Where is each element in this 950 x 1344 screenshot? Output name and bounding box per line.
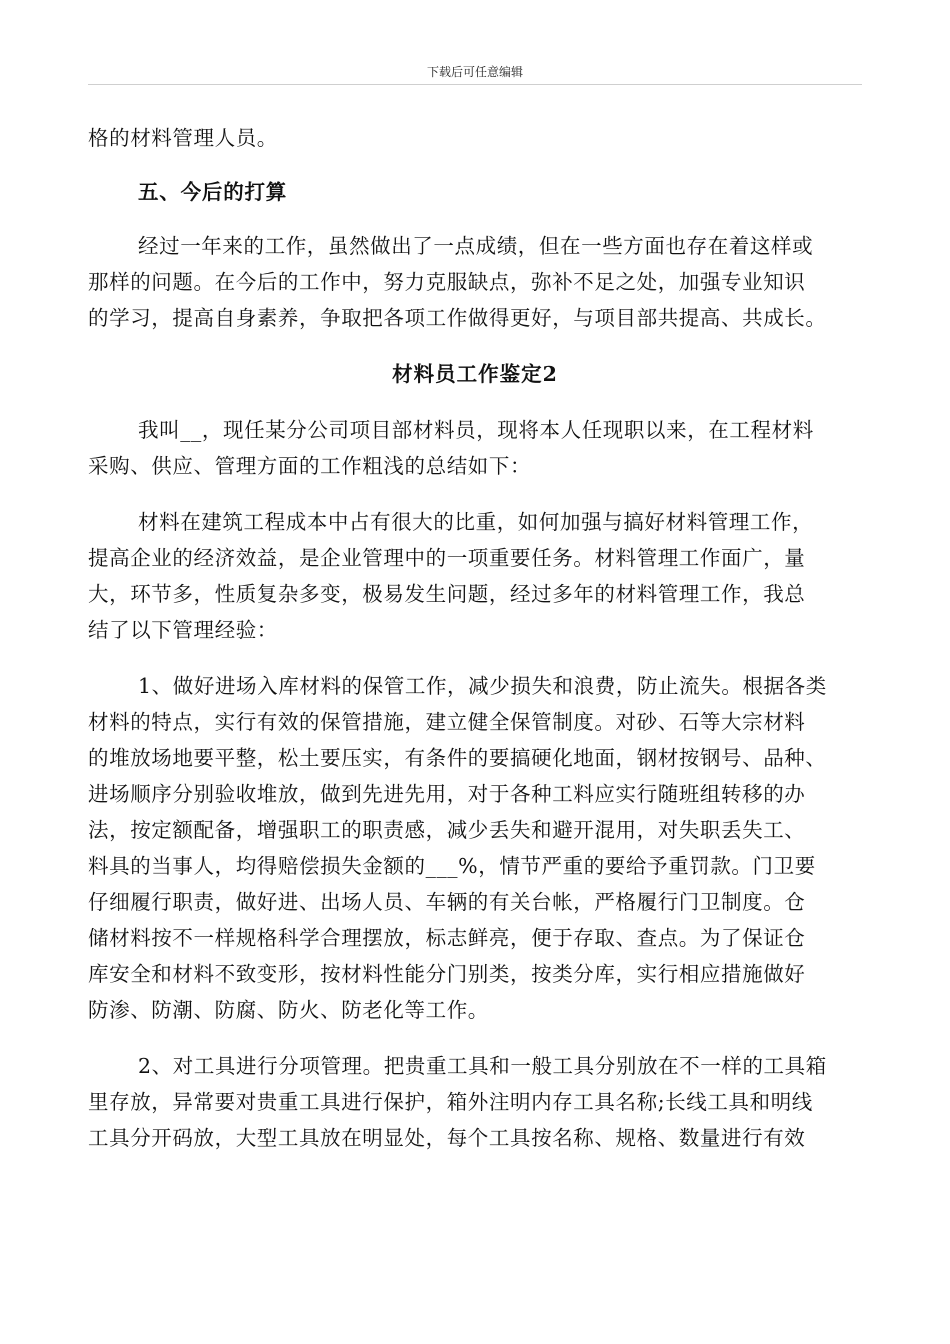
paragraph-line: 结了以下管理经验： xyxy=(88,618,278,642)
paragraph-line: 储材料按不一样规格科学合理摆放，标志鲜亮，便于存取、查点。为了保证仓 xyxy=(88,926,806,950)
paragraph-line: 里存放，异常要对贵重工具进行保护，箱外注明内存工具名称;长线工具和明线 xyxy=(88,1090,813,1114)
paragraph-line: 料具的当事人，均得赔偿损失金额的___%，情节严重的要给予重罚款。门卫要 xyxy=(88,854,816,878)
paragraph-line: 材料在建筑工程成本中占有很大的比重，如何加强与搞好材料管理工作， xyxy=(138,510,814,534)
document-body xyxy=(88,120,862,1156)
paragraph-line: 材料的特点，实行有效的保管措施，建立健全保管制度。对砂、石等大宗材料 xyxy=(88,710,806,734)
paragraph-line: 大，环节多，性质复杂多变，极易发生问题，经过多年的材料管理工作，我总 xyxy=(88,582,806,606)
paragraph-line: 法，按定额配备，增强职工的职责感，减少丢失和避开混用，对失职丢失工、 xyxy=(88,818,806,842)
paragraph-line: 采购、供应、管理方面的工作粗浅的总结如下： xyxy=(88,454,532,478)
paragraph-line: 1、做好进场入库材料的保管工作，减少损失和浪费，防止流失。根据各类 xyxy=(138,674,827,698)
section-heading: 五、今后的打算 xyxy=(138,180,288,204)
paragraph-line: 那样的问题。在今后的工作中，努力克服缺点，弥补不足之处，加强专业知识 xyxy=(88,270,806,294)
document-title: 材料员工作鉴定2 xyxy=(392,362,558,386)
paragraph-line: 格的材料管理人员。 xyxy=(88,126,278,150)
paragraph-line: 经过一年来的工作，虽然做出了一点成绩，但在一些方面也存在着这样或 xyxy=(138,234,814,258)
header-divider xyxy=(88,84,862,85)
paragraph-line: 2、对工具进行分项管理。把贵重工具和一般工具分别放在不一样的工具箱 xyxy=(138,1054,827,1078)
paragraph-line: 我叫__，现任某分公司项目部材料员，现将本人任现职以来，在工程材料 xyxy=(138,418,814,442)
page-header: 下载后可任意编辑 xyxy=(426,65,523,79)
paragraph-line: 工具分开码放，大型工具放在明显处，每个工具按名称、规格、数量进行有效 xyxy=(88,1126,806,1150)
paragraph-line: 进场顺序分别验收堆放，做到先进先用，对于各种工料应实行随班组转移的办 xyxy=(88,782,806,806)
paragraph-line: 提高企业的经济效益，是企业管理中的一项重要任务。材料管理工作面广，量 xyxy=(88,546,806,570)
paragraph-line: 的学习，提高自身素养，争取把各项工作做得更好，与项目部共提高、共成长。 xyxy=(88,306,827,330)
paragraph-line: 的堆放场地要平整，松土要压实，有条件的要搞硬化地面，钢材按钢号、品种、 xyxy=(88,746,827,770)
paragraph-line: 仔细履行职责，做好进、出场人员、车辆的有关台帐，严格履行门卫制度。仓 xyxy=(88,890,806,914)
paragraph-line: 防渗、防潮、防腐、防火、防老化等工作。 xyxy=(88,998,489,1022)
paragraph-line: 库安全和材料不致变形，按材料性能分门别类，按类分库，实行相应措施做好 xyxy=(88,962,806,986)
